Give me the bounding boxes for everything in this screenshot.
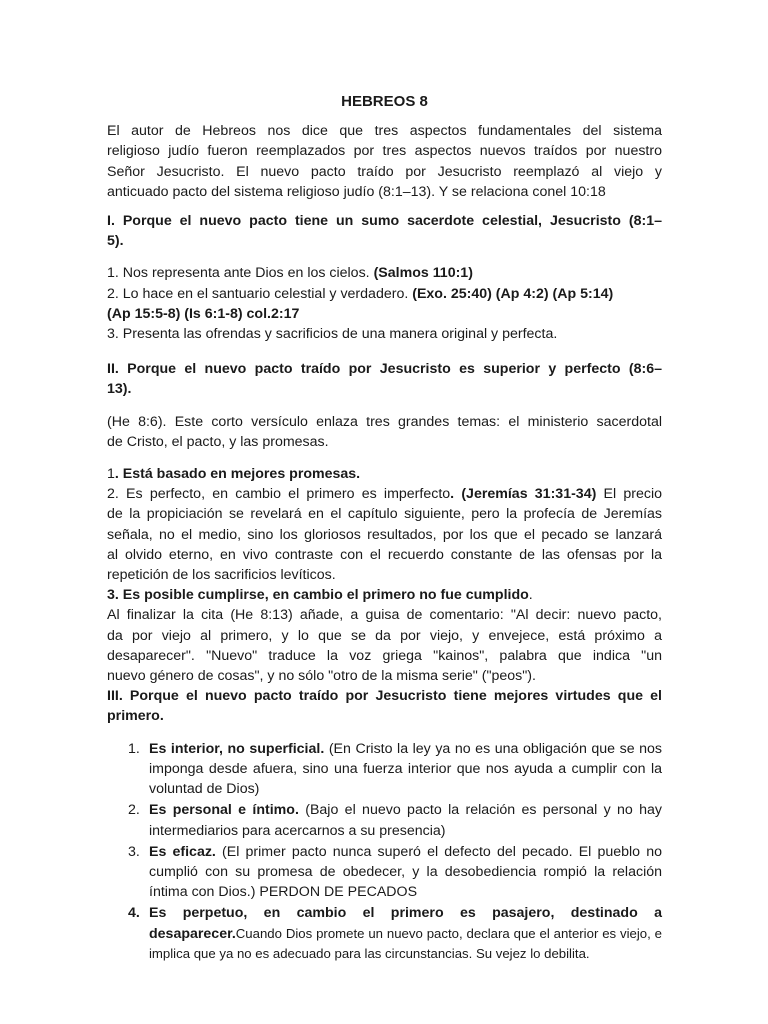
intro-line: Señor Jesucristo. El nuevo pacto traído por Jesucristo reemplazó al viejo y <box>107 163 662 180</box>
intro-paragraph <box>107 121 662 202</box>
section-1-list <box>107 263 662 344</box>
item-text: 2. Lo hace en el santuario celestial y verdadero. <box>107 285 413 302</box>
section-heading-line: primero. <box>107 708 164 725</box>
paragraph-line: da por viejo al primero, y lo que se da por viejo, y envejece, está próximo a <box>107 627 662 644</box>
list-item <box>107 739 662 800</box>
page-title: HEBREOS 8 <box>341 93 428 110</box>
section-heading-line: II. Porque el nuevo pacto traído por Jesucristo es superior y perfecto (8:6– <box>107 361 662 378</box>
item-title: Es interior, no superficial. <box>149 740 325 757</box>
intro-line: El autor de Hebreos nos dice que tres aspectos fundamentales del sistema <box>107 123 662 140</box>
item-text: 3. Es posible cumplirse, en cambio el primero no fue cumplido <box>107 587 529 604</box>
list-item <box>107 800 662 840</box>
item-text: Cuando Dios promete un nuevo pacto, declara que el anterior es viejo, e implica que ya no es adecuado para las circunstancias. Su vejez lo debilita. <box>149 925 662 961</box>
item-title: Es personal e íntimo. <box>149 802 299 819</box>
document-page <box>107 92 662 965</box>
paragraph-line: Al finalizar la cita (He 8:13) añade, a guisa de comentario: "Al decir: nuevo pacto, <box>107 607 662 624</box>
section-3-heading <box>107 686 662 726</box>
list-item <box>107 464 662 484</box>
paragraph-line: señala, no el medio, sino los gloriosos resultados, por los que el pecado se lanzará <box>107 526 662 543</box>
list-item <box>107 585 662 605</box>
item-text: . Está basado en mejores promesas. <box>114 466 361 483</box>
item-number: 2. <box>128 802 140 819</box>
section-2-heading <box>107 359 662 399</box>
scripture-ref: (Salmos 110:1) <box>373 265 473 282</box>
list-item <box>107 842 662 903</box>
section-heading-line: 13). <box>107 381 132 398</box>
section-2-paragraph <box>107 412 662 452</box>
item-text: (El primer pacto nunca superó el defecto del pecado. El pueblo no cumplió con su promesa de obedecer, y la desobediencia rompió la relación íntima con Dios.) PERDON DE PECADOS <box>149 843 662 901</box>
item-text: (Bajo el nuevo pacto la relación es personal y no hay intermediarios para acercarnos a su presencia) <box>149 802 662 839</box>
intro-line: religioso judío fueron reemplazados por tres aspectos nuevos traídos por nuestro <box>107 143 662 160</box>
item-title: Es eficaz. <box>149 843 216 860</box>
section-2-list <box>107 464 662 605</box>
section-1-heading <box>107 211 662 251</box>
scripture-ref: (Ap 15:5-8) (Is 6:1-8) col.2:17 <box>107 305 300 322</box>
item-number: 1 <box>107 466 115 483</box>
paragraph-line: de Cristo, el pacto, y las promesas. <box>107 433 329 450</box>
paragraph-line: (He 8:6). Este corto versículo enlaza tres grandes temas: el ministerio sacerdotal <box>107 413 662 430</box>
item-text: El precio <box>596 486 662 503</box>
section-heading-line: 5). <box>107 233 124 250</box>
item-number: 3. <box>128 843 140 860</box>
list-item <box>107 484 662 585</box>
list-item <box>107 263 662 283</box>
section-heading-line: III. Porque el nuevo pacto traído por Jesucristo tiene mejores virtudes que el <box>107 688 662 705</box>
paragraph-line: repetición de los sacrificios levíticos. <box>107 567 336 584</box>
item-number: 4. <box>128 905 140 922</box>
scripture-ref: . (Jeremías 31:31-34) <box>450 486 597 503</box>
item-number: 1. <box>128 740 140 757</box>
paragraph-line: desaparecer". "Nuevo" traduce la voz griega "kainos", palabra que indica "un <box>107 647 662 664</box>
list-item <box>107 903 662 964</box>
list-item: 3. Presenta las ofrendas y sacrificios de una manera original y perfecta. <box>107 326 558 343</box>
section-3-list <box>107 739 662 964</box>
item-text: (En Cristo la ley ya no es una obligación que se nos imponga desde afuera, sino una fuerza interior que nos ayuda a cumplir con la voluntad de Dios) <box>149 740 663 798</box>
section-heading-line: I. Porque el nuevo pacto tiene un sumo sacerdote celestial, Jesucristo (8:1– <box>107 213 662 230</box>
paragraph-line: nuevo género de cosas", y no sólo "otro de la misma serie" ("peos"). <box>107 668 536 685</box>
paragraph-line: de la propiciación se revelará en el capítulo siguiente, pero la profecía de Jeremías <box>107 506 662 523</box>
scripture-ref: (Exo. 25:40) (Ap 4:2) (Ap 5:14) <box>412 285 614 302</box>
paragraph-line: al olvido eterno, en vivo contraste con el recuerdo constante de las ofensas por la <box>107 546 662 563</box>
item-punctuation: . <box>528 587 533 604</box>
item-text: 2. Es perfecto, en cambio el primero es imperfecto <box>107 486 451 503</box>
item-title: Es perpetuo, en cambio el primero es pasajero, destinado a desaparecer. <box>149 905 662 942</box>
intro-line: anticuado pacto del sistema religioso judío (8:1–13). Y se relaciona conel 10:18 <box>107 183 606 200</box>
section-2-paragraph-2 <box>107 605 662 686</box>
list-item <box>107 284 662 324</box>
item-text: 1. Nos representa ante Dios en los cielos. <box>107 265 374 282</box>
